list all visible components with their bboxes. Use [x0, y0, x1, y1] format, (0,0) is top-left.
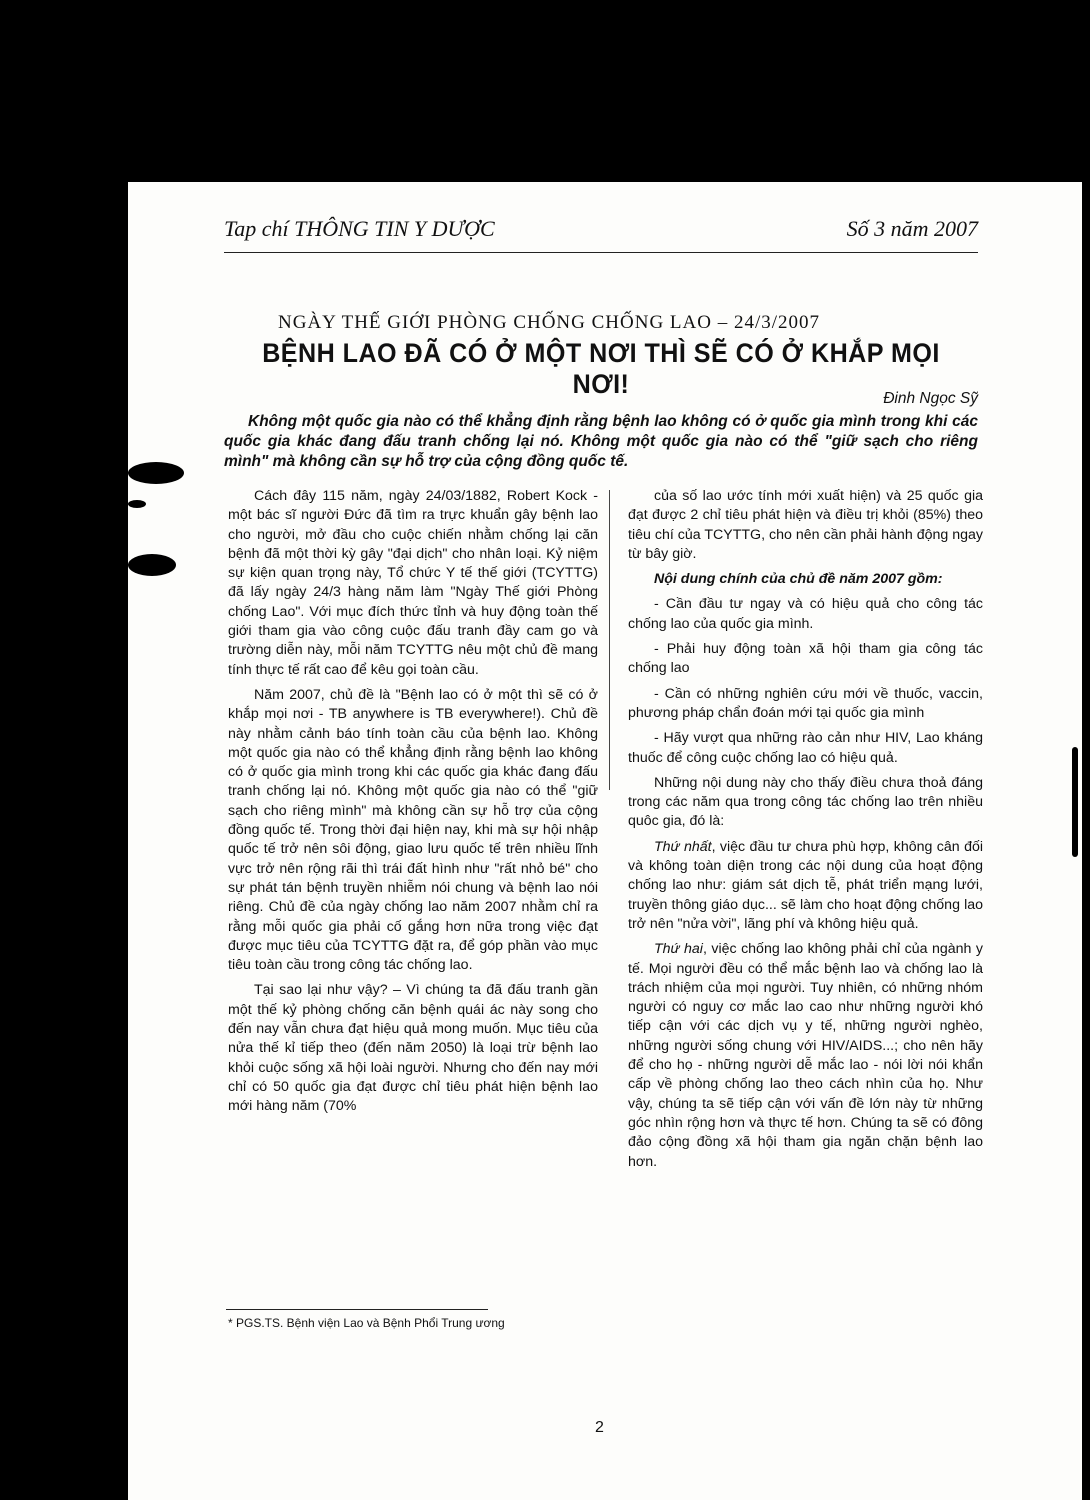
paragraph: Những nội dung này cho thấy điều chưa thoả đáng trong các năm qua trong công tác chống lao trên nhiều quôc gia, đó là: — [628, 774, 983, 830]
scan-border-left — [0, 0, 128, 1500]
column-divider — [609, 490, 610, 790]
paragraph: của số lao ước tính mới xuất hiện) và 25 quốc gia đạt được 2 chỉ tiêu phát hiện và điều trị khỏi (85%) theo tiêu chí của TCYTTG, cho nên cần phải hành động ngay từ bây giờ. — [628, 488, 983, 562]
section-heading: Nội dung chính của chủ đề năm 2007 gồm: — [654, 571, 943, 588]
paragraph-text: , việc chống lao không phải chỉ của ngành y tế. Mọi người đều có thể mắc bệnh lao và chống lao là trách nhiệm của mọi người. Tuy nhiên, có những nhóm người có nguy cơ mắc lao cao như những người khó tiếp cận với các dịch vụ y tế, những người nghèo, những người sống chung với HIV/AIDS...; cho nên hãy để cho họ - những người dễ mắc lao - nói lời nói khẩn cấp về phòng chống lao theo cách nhìn của họ. Như vậy, chúng ta sẽ tiếp cận với vấn đề lớn này từ những góc nhìn rộng hơn và thực tế hơn. Chúng ta sẽ có đông đảo cộng đồng xã hội tham gia ngăn chặn bệnh lao hơn. — [628, 941, 983, 1170]
right-column — [628, 487, 983, 1178]
page-number: 2 — [595, 1419, 604, 1436]
scan-artifact — [128, 462, 184, 484]
scan-artifact — [128, 500, 146, 508]
paragraph: Năm 2007, chủ đề là "Bệnh lao có ở một thì sẽ có ở khắp mọi nơi - TB anywhere is TB everywhere!). Chủ đề này nhằm cảnh báo tính toàn cầu của bệnh lao. Không một quốc gia nào có thể khẳng định rằng bệnh lao không có ở quốc gia mình trong khi các quốc gia khác đang đấu tranh chống lại nó. Không một quốc gia nào có thể "giữ sạch cho riêng mình" mà không cần sự hỗ trợ của cộng đồng quốc tế. Trong thời đại hiện nay, khi mà sự hội nhập quốc tế trở nên sôi động, giao lưu quốc tế trên nhiều lĩnh vực trở nên rộng rãi thì trái đất hình như "rất nhỏ bé" cho sự phát tán bệnh truyền nhiễm nói chung và bệnh lao nói riêng. Chủ đề của ngày chống lao năm 2007 nhằm chỉ ra rằng mỗi quốc gia phải cố gắng hơn nữa trong việc đạt được mục tiêu của TCYTTG đặt ra, để góp phần vào mục tiêu toàn cầu trong công tác chống lao. — [228, 686, 598, 974]
article-author: Đinh Ngọc Sỹ — [883, 390, 978, 407]
scan-border-right — [1082, 0, 1090, 1500]
article-abstract: Không một quốc gia nào có thể khẳng định rằng bệnh lao không có ở quốc gia mình trong khi các quốc gia khác đang đấu tranh chống lại nó. Không một quốc gia nào có thể "giữ sạch cho riêng mình" mà không cần sự hỗ trợ của cộng đồng quốc tế. — [224, 413, 978, 470]
scan-artifact — [1072, 747, 1078, 857]
list-item: - Cần có những nghiên cứu mới về thuốc, vaccin, phương pháp chẩn đoán mới tại quốc gia mình — [628, 685, 983, 721]
issue-number: Số 3 năm 2007 — [846, 216, 978, 241]
paragraph: Cách đây 115 năm, ngày 24/03/1882, Robert Kock - một bác sĩ người Đức đã tìm ra trực khuẩn gây bệnh lao cho người, mở đầu cho cuộc chiến nhằm chống lại căn bệnh đã một thời kỳ gây "đại dịch" cho nhân loại. Kỷ niệm sự kiện quan trọng này, Tổ chức Y tế thế giới (TCYTTG) đã lấy ngày 24/3 hàng năm làm "Ngày Thế giới Phòng chống Lao". Với mục đích thức tỉnh và huy động toàn thế giới tham gia vào công cuộc đấu tranh đầy cam go và trường diễn này, mỗi năm TCYTTG nêu một chủ đề mang tính thực tế rất cao để kêu gọi toàn cầu. — [228, 488, 598, 678]
paragraph-text: , việc đầu tư chưa phù hợp, không cân đối và không toàn diện trong các nội dung của hoạt động chống lao như: giám sát dịch tễ, phát triển mạng lưới, truyền thông giáo dục... sẽ làm cho hoạt động chống lao trở nên "nửa vời", lãng phí và không hiệu quả. — [628, 838, 984, 932]
lead-phrase: Thứ hai — [654, 941, 703, 958]
paragraph — [628, 940, 983, 1172]
article-headline: BỆNH LAO ĐÃ CÓ Ở MỘT NƠI THÌ SẼ CÓ Ở KHẮP MỌI NƠI! — [262, 338, 940, 399]
list-item: - Phải huy động toàn xã hội tham gia công tác chống lao — [628, 641, 983, 677]
left-column — [228, 487, 598, 1123]
article-kicker: NGÀY THẾ GIỚI PHÒNG CHỐNG CHỐNG LAO – 24/3/2007 — [278, 312, 821, 333]
footnote: * PGS.TS. Bệnh viện Lao và Bệnh Phổi Trung ương — [228, 1316, 505, 1330]
scan-border-top — [0, 0, 1090, 182]
list-item: - Cần đầu tư ngay và có hiệu quả cho công tác chống lao của quốc gia mình. — [628, 596, 983, 632]
footnote-rule — [226, 1309, 488, 1310]
running-header — [224, 212, 978, 253]
paragraph: Tại sao lại như vậy? – Vì chúng ta đã đấu tranh gần một thế kỷ phòng chống căn bệnh quái ác này song cho đến nay vẫn chưa đạt hiệu quả mong muốn. Mục tiêu của nửa thế kỉ tiếp theo (đến năm 2050) là loại trừ bệnh lao khỏi cuộc sống xã hội loài người. Nhưng cho đến nay mới chỉ có 50 quốc gia đạt được chỉ tiêu phát hiện bệnh lao mới hàng năm (70% — [228, 982, 598, 1115]
journal-title: Tap chí THÔNG TIN Y DƯỢC — [224, 216, 495, 241]
paragraph — [628, 838, 983, 934]
document-page — [128, 182, 1082, 1500]
lead-phrase: Thứ nhất — [654, 838, 712, 855]
list-item: - Hãy vượt qua những rào cản như HIV, Lao kháng thuốc để công cuộc chống lao có hiệu quả. — [628, 730, 983, 766]
scan-artifact — [128, 554, 176, 576]
